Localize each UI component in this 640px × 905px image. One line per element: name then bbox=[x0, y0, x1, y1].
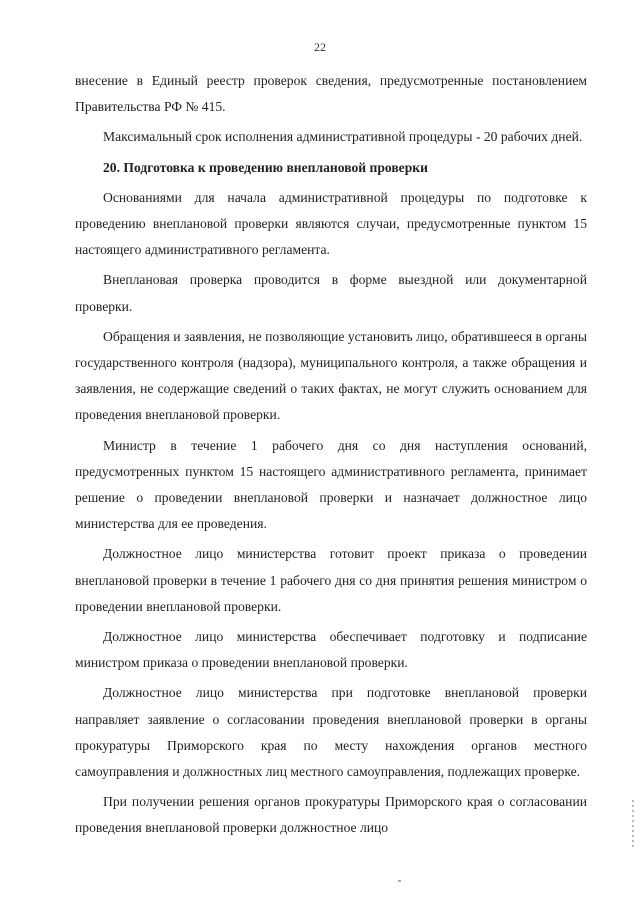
scan-edge-mark bbox=[632, 800, 634, 850]
paragraph-max-term: Максимальный срок исполнения административной процедуры - 20 рабочих дней. bbox=[103, 129, 583, 145]
paragraph-draft-order: Должностное лицо министерства готовит проект приказа о проведении внеплановой проверки в течение 1 рабочего дня со дня принятия решения министром о проведении внеплановой проверки. bbox=[75, 546, 587, 614]
paragraph-anonymous-appeals: Обращения и заявления, не позволяющие установить лицо, обратившееся в органы государственного контроля (надзора), муниципального контроля, а также обращения и заявления, не содержащие сведений о таких фактах, не могут служить основанием для проведения внеплановой проверки. bbox=[75, 328, 587, 423]
document-body bbox=[75, 68, 587, 846]
paragraph-prosecutor-request: Должностное лицо министерства при подготовке внеплановой проверки направляет заявление о согласовании проведения внеплановой проверки в органы прокуратуры Приморского края по месту нахождения органов местного самоуправления и должностных лиц местного самоуправления, подлежащих проверке. bbox=[75, 685, 587, 780]
paragraph-form: Внеплановая проверка проводится в форме выездной или документарной проверки. bbox=[75, 272, 587, 314]
paragraph-grounds: Основаниями для начала административной процедуры по подготовке к проведению внеплановой проверки являются случаи, предусмотренные пунктом 15 настоящего административного регламента. bbox=[75, 189, 587, 258]
paragraph-prosecutor-decision: При получении решения органов прокуратуры Приморского края о согласовании проведения внеплановой проверки должностное лицо bbox=[75, 794, 587, 836]
scan-dot-mark bbox=[398, 880, 401, 882]
paragraph-minister-decision: Министр в течение 1 рабочего дня со дня наступления оснований, предусмотренных пунктом 15 настоящего административного регламента, принимает решение о проведении внеплановой проверки и назначает должностное лицо министерства для ее проведения. bbox=[75, 437, 587, 532]
paragraph-order-signing: Должностное лицо министерства обеспечивает подготовку и подписание министром приказа о проведении внеплановой проверки. bbox=[75, 629, 587, 671]
section-heading: 20. Подготовка к проведению внеплановой проверки bbox=[103, 159, 428, 175]
paragraph-continuation: внесение в Единый реестр проверок сведения, предусмотренные постановлением Правительства РФ № 415. bbox=[75, 73, 587, 115]
page-number: 22 bbox=[314, 40, 326, 54]
